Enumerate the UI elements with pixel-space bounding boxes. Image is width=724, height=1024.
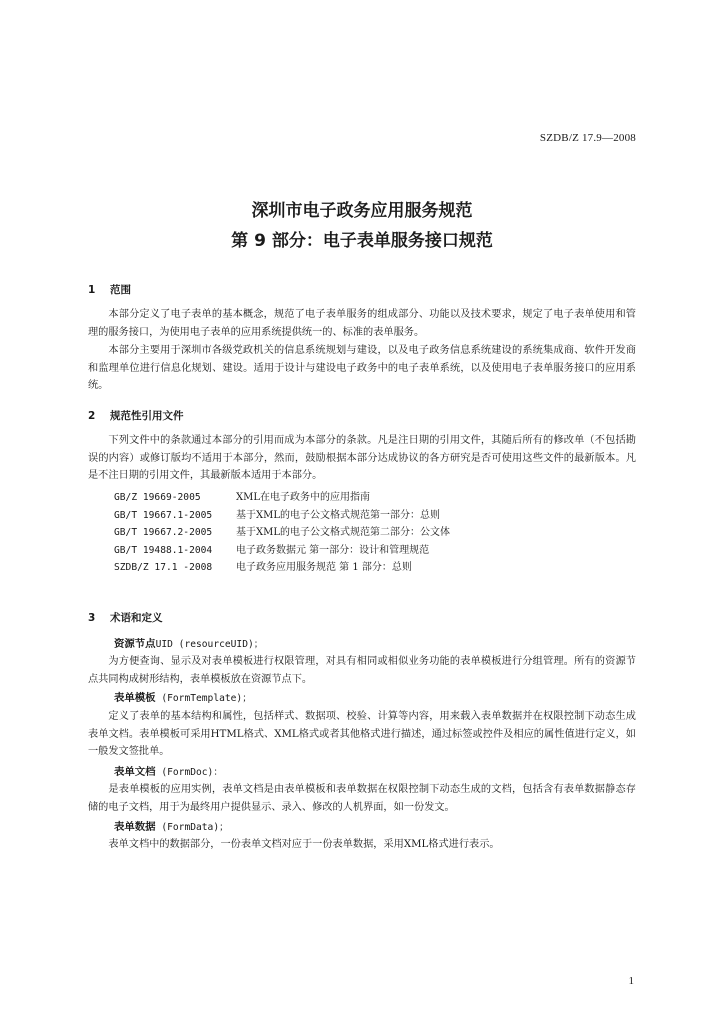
reference-code: GB/T 19488.1-2004	[114, 544, 213, 556]
section-2-heading	[88, 408, 184, 423]
reference-code: SZDB/Z 17.1 -2008	[114, 562, 213, 574]
document-title: 深圳市电子政务应用服务规范	[251, 201, 473, 221]
reference-title: 电子政务应用服务规范 第 1 部分：总则	[236, 562, 412, 574]
reference-title: XML在电子政务中的应用指南	[236, 492, 370, 503]
term-definition: 定义了表单的基本结构和属性，包括样式、数据项、校验、计算等内容，用来载入表单数据并在权限控制下动态生成表单文档。表单模板可采用HTML格式、XML格式或者其他格式进行描述，通过标签或控件及相应的属性值进行定义，如一般发文签批单。	[88, 711, 636, 757]
section-title: 范围	[110, 284, 131, 296]
reference-code: GB/T 19667.2-2005	[114, 527, 213, 539]
reference-item	[114, 506, 450, 524]
page-number: 1	[628, 975, 634, 987]
section-number: 3	[88, 612, 96, 624]
reference-item	[114, 488, 450, 506]
scope-paragraph-2: 本部分主要用于深圳市各级党政机关的信息系统规划与建设，以及电子政务信息系统建设的系统集成商、软件开发商和监理单位进行信息化规划、建设。适用于设计与建设电子政务中的电子表单系统，以及使用电子表单服务接口的应用系统。	[88, 345, 636, 391]
section-1-heading	[88, 282, 131, 297]
document-subtitle: 第 9 部分：电子表单服务接口规范	[231, 231, 493, 251]
reference-title: 基于XML的电子公文格式规范第一部分：总则	[236, 509, 440, 521]
term-english: (FormData)；	[155, 822, 229, 833]
term-name: 表单模板	[114, 692, 156, 704]
term-english: UID (resourceUID)；	[155, 639, 264, 650]
reference-item	[114, 558, 450, 576]
term-definition: 是表单模板的应用实例，表单文档是由表单模板和表单数据在权限控制下动态生成的文档，包括含有表单数据静态存储的电子文档，用于为最终用户提供显示、录入、修改的人机界面，如一份发文。	[88, 784, 636, 813]
section-title: 术语和定义	[110, 612, 163, 624]
reference-code: GB/Z 19669-2005	[114, 492, 201, 503]
section-number: 2	[88, 410, 96, 422]
term-name: 资源节点	[114, 638, 156, 650]
section-title: 规范性引用文件	[110, 410, 184, 422]
term-heading	[114, 818, 229, 833]
reference-list	[114, 488, 450, 576]
term-definition: 为方便查询、显示及对表单模板进行权限管理，对具有相同或相似业务功能的表单模板进行分组管理。所有的资源节点共同构成树形结构，表单模板放在资源节点下。	[88, 656, 636, 685]
document-number: SZDB/Z 17.9—2008	[539, 132, 636, 144]
term-english: (FormDoc)：	[155, 767, 223, 778]
scope-paragraph-1: 本部分定义了电子表单的基本概念，规范了电子表单服务的组成部分、功能以及技术要求，规定了电子表单使用和管理的服务接口，为使用电子表单的应用系统提供统一的、标准的表单服务。	[88, 309, 636, 338]
term-english: (FormTemplate)；	[155, 693, 252, 704]
term-name: 表单文档	[114, 766, 156, 778]
reference-code: GB/T 19667.1-2005	[114, 509, 213, 521]
term-heading	[114, 763, 223, 778]
section-3-heading	[88, 610, 163, 625]
section-number: 1	[88, 284, 96, 296]
term-heading	[114, 689, 252, 704]
reference-title: 基于XML的电子公文格式规范第二部分：公文体	[236, 527, 450, 539]
reference-item	[114, 541, 450, 559]
reference-item	[114, 523, 450, 541]
reference-title: 电子政务数据元 第一部分：设计和管理规范	[236, 544, 430, 556]
term-definition: 表单文档中的数据部分，一份表单文档对应于一份表单数据，采用XML格式进行表示。	[108, 839, 500, 850]
term-heading	[114, 635, 263, 650]
term-name: 表单数据	[114, 821, 156, 833]
normative-references-paragraph: 下列文件中的条款通过本部分的引用而成为本部分的条款。凡是注日期的引用文件，其随后所有的修改单（不包括勘误的内容）或修订版均不适用于本部分，然而，鼓励根据本部分达成协议的各方研究是否可使用这些文件的最新版本。凡是不注日期的引用文件，其最新版本适用于本部分。	[88, 435, 636, 481]
